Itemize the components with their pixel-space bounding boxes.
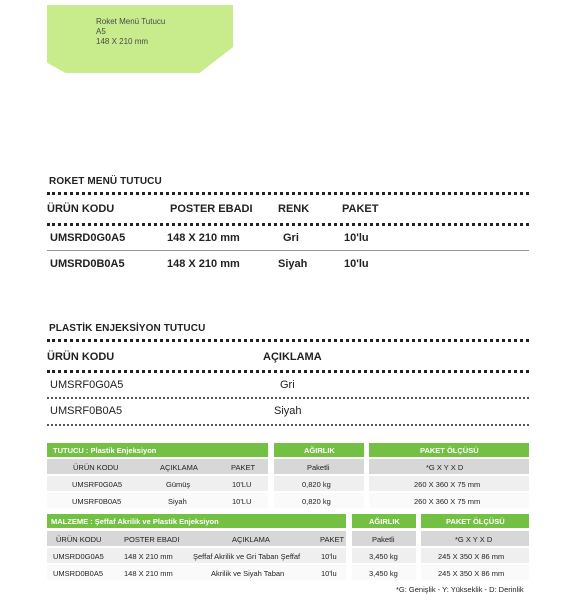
table1-row2-description: Siyah (168, 497, 187, 506)
section2-row2-description: Siyah (274, 405, 302, 417)
label-line-1: Roket Menü Tutucu (96, 17, 166, 26)
table1-package-header: PAKET ÖLÇÜSÜ (420, 446, 479, 455)
table2-row1-poster: 148 X 210 mm (124, 552, 173, 561)
table1-sub-packed: Paketli (307, 463, 330, 472)
section1-header-package: PAKET (342, 203, 379, 215)
table1-row2-weight: 0,820 kg (302, 497, 331, 506)
section2-divider-top (47, 339, 529, 342)
section2-divider-bottom (47, 424, 529, 426)
table2-weight-header: AĞIRLIK (369, 517, 400, 526)
table1-title: TUTUCU : Plastik Enjeksiyon (53, 446, 157, 455)
label-line-3: 148 X 210 mm (96, 37, 149, 46)
label-tag-text (96, 17, 165, 47)
section2-header-code: ÜRÜN KODU (47, 351, 115, 363)
table2-row2-poster: 148 X 210 mm (124, 569, 173, 578)
table2-row2-package: 10'lu (321, 569, 337, 578)
section2-row1-description: Gri (280, 379, 295, 391)
section1-row2-package: 10'lu (344, 258, 369, 270)
table1-row1-description: Gümüş (166, 480, 191, 489)
section1-header-color: RENK (278, 203, 310, 215)
table2-sub-package: PAKET (320, 535, 345, 544)
table2-row1-package: 10'lu (321, 552, 337, 561)
section1-row1-color: Gri (283, 232, 299, 244)
section2-header-description: AÇIKLAMA (263, 351, 322, 363)
section1-row2-color: Siyah (278, 258, 308, 270)
table2-row1-dimensions: 245 X 350 X 86 mm (438, 552, 505, 561)
section1-title: ROKET MENÜ TUTUCU (49, 176, 162, 187)
label-line-2: A5 (96, 27, 106, 36)
table1-row1-code: UMSRF0G0A5 (72, 480, 123, 489)
table2-row1-description: Şeffaf Akrilik ve Gri Taban Şeffaf (193, 552, 301, 561)
table1-row2-code: UMSRF0B0A5 (72, 497, 122, 506)
table2-sub-description: AÇIKLAMA (232, 535, 270, 544)
section1-divider-top (47, 192, 529, 195)
table2-package-header: PAKET ÖLÇÜSÜ (446, 517, 505, 526)
section2-divider-header (47, 370, 529, 373)
table2-sub-code: ÜRÜN KODU (56, 535, 102, 544)
table2-sub-dimensions: *G X Y X D (455, 535, 493, 544)
footnote: *G: Genişlik - Y: Yükseklik - D: Derinlik (396, 585, 524, 594)
section2-row2-code: UMSRF0B0A5 (50, 405, 123, 417)
section1-row1-package: 10'lu (344, 232, 369, 244)
section1-row2-code: UMSRD0B0A5 (50, 258, 125, 270)
table2-row2-dimensions: 245 X 350 X 86 mm (438, 569, 505, 578)
table1-row1-weight: 0,820 kg (302, 480, 331, 489)
table1-weight-header: AĞIRLIK (304, 446, 335, 455)
section1-row-separator (47, 250, 529, 251)
section2-title: PLASTİK ENJEKSİYON TUTUCU (49, 323, 206, 334)
table2-row1-code: UMSRD0G0A5 (53, 552, 104, 561)
table2-row2-description: Akrilik ve Siyah Taban (211, 569, 285, 578)
table1-sub-package: PAKET (231, 463, 256, 472)
section1-header-poster: POSTER EBADI (170, 203, 253, 215)
table1-sub-code: ÜRÜN KODU (73, 463, 119, 472)
section1-header-code: ÜRÜN KODU (47, 203, 115, 215)
section1-row2-poster: 148 X 210 mm (167, 258, 240, 270)
section2-row-separator (47, 397, 529, 399)
section1-divider-header (47, 223, 529, 226)
table2-row2-code: UMSRD0B0A5 (53, 569, 104, 578)
table1-row1-dimensions: 260 X 360 X 75 mm (414, 480, 481, 489)
table1-row2-package: 10'LU (232, 497, 252, 506)
table1-row2-dimensions: 260 X 360 X 75 mm (414, 497, 481, 506)
table1-sub-description: AÇIKLAMA (160, 463, 198, 472)
table2-row1-weight: 3,450 kg (369, 552, 398, 561)
table1-row1-package: 10'LU (232, 480, 252, 489)
table2-sub-packed: Paketli (372, 535, 395, 544)
table2-row2-weight: 3,450 kg (369, 569, 398, 578)
table2-title: MALZEME : Şeffaf Akrilik ve Plastik Enjeksiyon (51, 517, 219, 526)
section1-row1-poster: 148 X 210 mm (167, 232, 240, 244)
section1-row1-code: UMSRD0G0A5 (50, 232, 126, 244)
section2-row1-code: UMSRF0G0A5 (50, 379, 124, 391)
table1-sub-dimensions: *G X Y X D (426, 463, 464, 472)
table2-sub-poster: POSTER EBADI (124, 535, 180, 544)
